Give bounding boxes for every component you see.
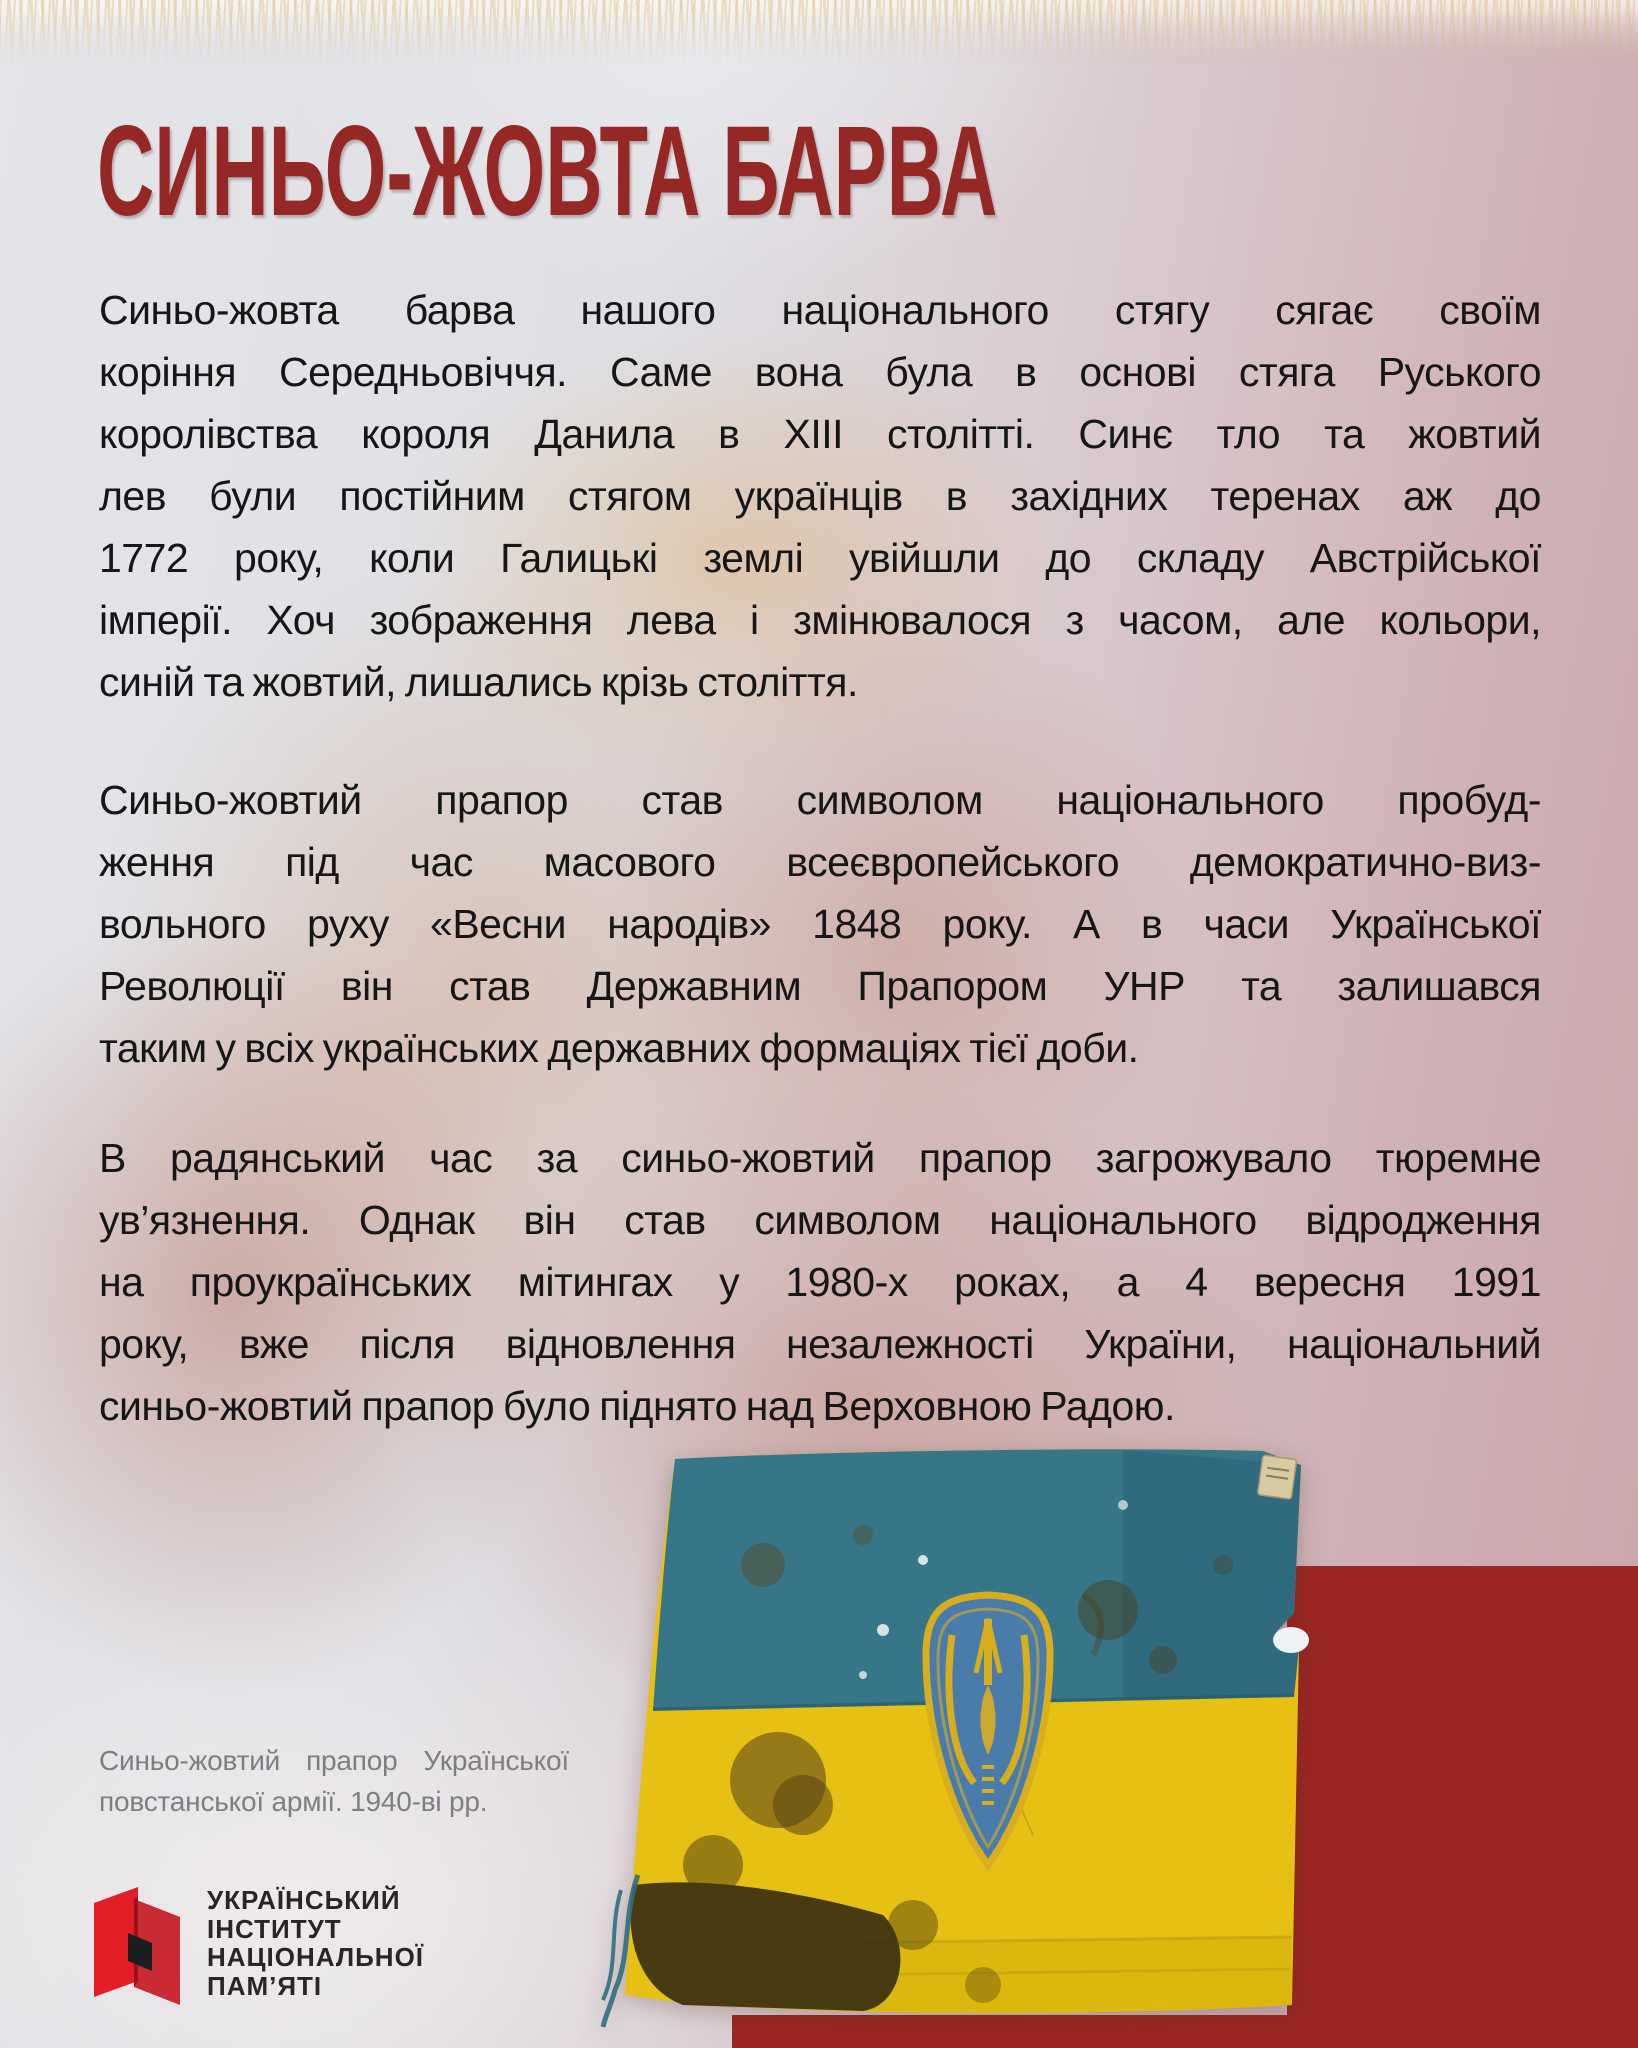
accent-block-right (1287, 1566, 1638, 2048)
uinp-logo-icon (90, 1883, 182, 2007)
flag-fringe-texture (0, 0, 1638, 64)
paragraph-soviet-era: В радянський час за синьо-жовтий прапор загрожувало тюремне ув’язнення. Однак він став символом національного відродження на проукраїнських мітингах у 1980-х роках, а 4 вересня 1991 року, вже після відновлення незалежності України, національний синьо-жовтий прапор було піднято над Верховною Радою. (99, 1135, 1541, 1429)
inventory-tag (1257, 1455, 1296, 1499)
page-title: СИНЬО-ЖОВТА БАРВА (97, 100, 998, 243)
uinp-logo-wordmark: УКРАЇНСЬКИЙ ІНСТИТУТ НАЦІОНАЛЬНОЇ ПАМ’ЯТІ (207, 1885, 424, 2001)
paragraph-medieval-origins: Синьо-жовта барва нашого національного стягу сягає своїм коріння Середньовіччя. Саме вона була в основі стяга Руського королівства короля Данила в XIII столітті. Синє тло та жовтий лев були постійним стягом українців в західних теренах аж до 1772 року, коли Галицькі землі увійшли до складу Австрійської імперії. Хоч зображення лева і змінювалося з часом, але кольори, синій та жовтий, лишались крізь століття. (99, 287, 1541, 705)
paragraph-national-awakening: Синьо-жовтий прапор став символом національного пробуд- ження під час масового всеєвропейського демократично-виз- вольного руху «Весни народів» 1848 року. А в часи Української Революції він став Державним Прапором УНР та залишався таким у всіх українських державних формаціях тієї доби. (99, 777, 1541, 1071)
uinp-logo (90, 1883, 570, 2013)
photo-caption: Синьо-жовтий прапор Української повстанської армії. 1940-ві рр. (99, 1745, 569, 1817)
upa-flag-photo (563, 1445, 1313, 2045)
cloth-tear (1273, 1627, 1309, 1653)
